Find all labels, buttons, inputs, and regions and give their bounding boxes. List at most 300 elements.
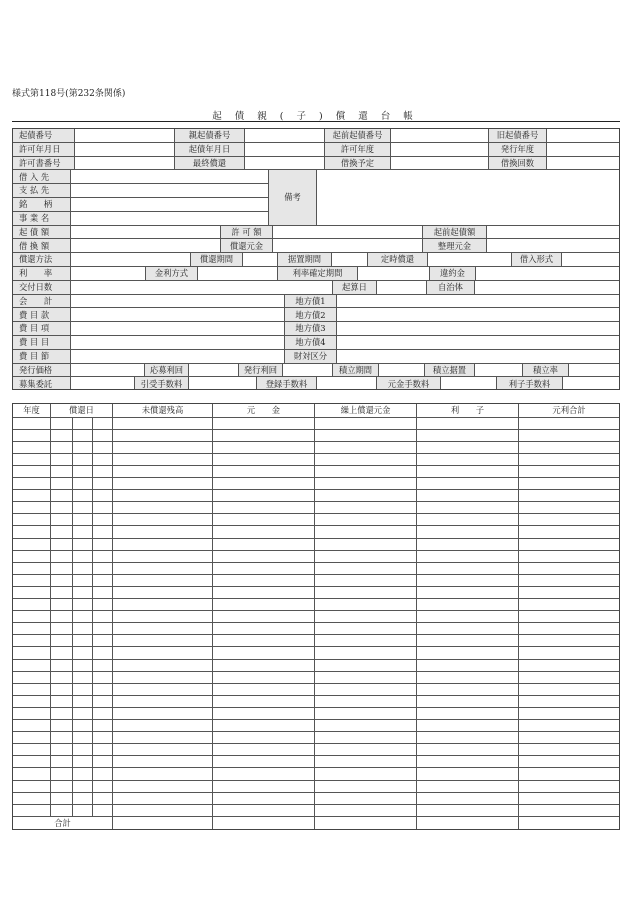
field-value[interactable]: [337, 295, 619, 309]
repayment-date-cell[interactable]: [73, 768, 93, 780]
repayment-date-cell[interactable]: [73, 635, 93, 647]
amount-cell[interactable]: [417, 672, 519, 684]
amount-cell[interactable]: [213, 502, 315, 514]
amount-cell[interactable]: [417, 756, 519, 768]
amount-cell[interactable]: [113, 466, 213, 478]
field-value[interactable]: [332, 253, 368, 267]
field-value[interactable]: [71, 336, 285, 350]
amount-cell[interactable]: [417, 611, 519, 623]
field-value[interactable]: [391, 143, 489, 157]
amount-cell[interactable]: [213, 418, 315, 430]
year-cell[interactable]: [13, 756, 51, 768]
repayment-date-cell[interactable]: [51, 490, 73, 502]
field-value[interactable]: [337, 322, 619, 336]
year-cell[interactable]: [13, 502, 51, 514]
repayment-date-cell[interactable]: [93, 526, 113, 538]
amount-cell[interactable]: [113, 563, 213, 575]
repayment-date-cell[interactable]: [93, 502, 113, 514]
repayment-date-cell[interactable]: [73, 454, 93, 466]
repayment-date-cell[interactable]: [93, 539, 113, 551]
repayment-date-cell[interactable]: [93, 672, 113, 684]
field-value[interactable]: [71, 212, 269, 226]
amount-cell[interactable]: [417, 599, 519, 611]
repayment-date-cell[interactable]: [51, 430, 73, 442]
amount-cell[interactable]: [213, 466, 315, 478]
amount-cell[interactable]: [113, 635, 213, 647]
field-value[interactable]: [547, 129, 619, 143]
field-value[interactable]: [71, 295, 285, 309]
amount-cell[interactable]: [417, 418, 519, 430]
amount-cell[interactable]: [113, 611, 213, 623]
repayment-date-cell[interactable]: [51, 575, 73, 587]
field-value[interactable]: [547, 143, 619, 157]
amount-cell[interactable]: [417, 635, 519, 647]
amount-cell[interactable]: [519, 696, 619, 708]
amount-cell[interactable]: [213, 490, 315, 502]
repayment-date-cell[interactable]: [93, 793, 113, 805]
amount-cell[interactable]: [519, 647, 619, 659]
amount-cell[interactable]: [417, 490, 519, 502]
amount-cell[interactable]: [315, 539, 417, 551]
amount-cell[interactable]: [519, 611, 619, 623]
amount-cell[interactable]: [213, 635, 315, 647]
repayment-date-cell[interactable]: [93, 805, 113, 817]
repayment-date-cell[interactable]: [51, 502, 73, 514]
field-value[interactable]: [71, 322, 285, 336]
field-value[interactable]: [391, 157, 489, 171]
field-value[interactable]: [245, 143, 325, 157]
field-value[interactable]: [245, 157, 325, 171]
field-value[interactable]: [476, 267, 619, 281]
repayment-date-cell[interactable]: [73, 539, 93, 551]
amount-cell[interactable]: [417, 708, 519, 720]
amount-cell[interactable]: [519, 672, 619, 684]
year-cell[interactable]: [13, 478, 51, 490]
repayment-date-cell[interactable]: [93, 490, 113, 502]
repayment-date-cell[interactable]: [93, 418, 113, 430]
amount-cell[interactable]: [417, 502, 519, 514]
year-cell[interactable]: [13, 418, 51, 430]
field-value[interactable]: [569, 364, 619, 378]
repayment-date-cell[interactable]: [73, 732, 93, 744]
repayment-date-cell[interactable]: [73, 611, 93, 623]
amount-cell[interactable]: [519, 768, 619, 780]
amount-cell[interactable]: [113, 672, 213, 684]
amount-cell[interactable]: [113, 781, 213, 793]
repayment-date-cell[interactable]: [93, 478, 113, 490]
repayment-date-cell[interactable]: [73, 720, 93, 732]
year-cell[interactable]: [13, 660, 51, 672]
repayment-date-cell[interactable]: [73, 660, 93, 672]
amount-cell[interactable]: [315, 418, 417, 430]
year-cell[interactable]: [13, 781, 51, 793]
amount-cell[interactable]: [315, 526, 417, 538]
amount-cell[interactable]: [519, 635, 619, 647]
repayment-date-cell[interactable]: [73, 587, 93, 599]
field-value[interactable]: [337, 308, 619, 322]
amount-cell[interactable]: [519, 575, 619, 587]
amount-cell[interactable]: [113, 539, 213, 551]
amount-cell[interactable]: [417, 563, 519, 575]
amount-cell[interactable]: [213, 744, 315, 756]
repayment-date-cell[interactable]: [51, 454, 73, 466]
amount-cell[interactable]: [213, 708, 315, 720]
field-value[interactable]: [441, 377, 497, 390]
amount-cell[interactable]: [315, 575, 417, 587]
field-value[interactable]: [379, 364, 425, 378]
repayment-date-cell[interactable]: [93, 660, 113, 672]
field-value[interactable]: [358, 267, 430, 281]
repayment-date-cell[interactable]: [73, 684, 93, 696]
field-value[interactable]: [487, 239, 619, 253]
amount-cell[interactable]: [113, 708, 213, 720]
repayment-date-cell[interactable]: [73, 514, 93, 526]
amount-cell[interactable]: [213, 684, 315, 696]
repayment-date-cell[interactable]: [73, 793, 93, 805]
repayment-date-cell[interactable]: [51, 756, 73, 768]
amount-cell[interactable]: [315, 805, 417, 817]
field-value[interactable]: [71, 267, 146, 281]
amount-cell[interactable]: [417, 805, 519, 817]
year-cell[interactable]: [13, 587, 51, 599]
year-cell[interactable]: [13, 623, 51, 635]
field-value[interactable]: [243, 253, 278, 267]
year-cell[interactable]: [13, 442, 51, 454]
amount-cell[interactable]: [519, 720, 619, 732]
amount-cell[interactable]: [315, 635, 417, 647]
repayment-date-cell[interactable]: [51, 514, 73, 526]
amount-cell[interactable]: [519, 623, 619, 635]
year-cell[interactable]: [13, 744, 51, 756]
amount-cell[interactable]: [315, 781, 417, 793]
amount-cell[interactable]: [113, 526, 213, 538]
year-cell[interactable]: [13, 526, 51, 538]
field-value[interactable]: [317, 377, 377, 390]
repayment-date-cell[interactable]: [51, 672, 73, 684]
amount-cell[interactable]: [113, 793, 213, 805]
field-value[interactable]: [71, 308, 285, 322]
repayment-date-cell[interactable]: [93, 744, 113, 756]
repayment-date-cell[interactable]: [73, 430, 93, 442]
amount-cell[interactable]: [315, 672, 417, 684]
amount-cell[interactable]: [113, 478, 213, 490]
year-cell[interactable]: [13, 647, 51, 659]
repayment-date-cell[interactable]: [73, 466, 93, 478]
amount-cell[interactable]: [213, 623, 315, 635]
repayment-date-cell[interactable]: [73, 551, 93, 563]
amount-cell[interactable]: [315, 720, 417, 732]
amount-cell[interactable]: [417, 478, 519, 490]
amount-cell[interactable]: [113, 732, 213, 744]
repayment-date-cell[interactable]: [93, 430, 113, 442]
amount-cell[interactable]: [417, 732, 519, 744]
field-value[interactable]: [71, 184, 269, 198]
amount-cell[interactable]: [213, 526, 315, 538]
field-value[interactable]: [487, 226, 619, 240]
amount-cell[interactable]: [417, 647, 519, 659]
repayment-date-cell[interactable]: [51, 526, 73, 538]
repayment-date-cell[interactable]: [73, 478, 93, 490]
repayment-date-cell[interactable]: [51, 781, 73, 793]
amount-cell[interactable]: [213, 696, 315, 708]
amount-cell[interactable]: [213, 768, 315, 780]
amount-cell[interactable]: [417, 660, 519, 672]
amount-cell[interactable]: [519, 732, 619, 744]
amount-cell[interactable]: [519, 587, 619, 599]
amount-cell[interactable]: [213, 454, 315, 466]
field-value[interactable]: [428, 253, 512, 267]
year-cell[interactable]: [13, 466, 51, 478]
amount-cell[interactable]: [417, 587, 519, 599]
repayment-date-cell[interactable]: [73, 623, 93, 635]
repayment-date-cell[interactable]: [51, 708, 73, 720]
year-cell[interactable]: [13, 635, 51, 647]
amount-cell[interactable]: [113, 587, 213, 599]
amount-cell[interactable]: [315, 563, 417, 575]
repayment-date-cell[interactable]: [51, 551, 73, 563]
amount-cell[interactable]: [113, 599, 213, 611]
amount-cell[interactable]: [113, 454, 213, 466]
total-amount-cell[interactable]: [315, 817, 417, 829]
amount-cell[interactable]: [315, 587, 417, 599]
repayment-date-cell[interactable]: [93, 756, 113, 768]
amount-cell[interactable]: [519, 660, 619, 672]
amount-cell[interactable]: [417, 539, 519, 551]
amount-cell[interactable]: [113, 490, 213, 502]
amount-cell[interactable]: [417, 575, 519, 587]
repayment-date-cell[interactable]: [73, 672, 93, 684]
field-value[interactable]: [71, 198, 269, 212]
amount-cell[interactable]: [417, 684, 519, 696]
total-amount-cell[interactable]: [213, 817, 315, 829]
field-value[interactable]: [337, 350, 619, 364]
repayment-date-cell[interactable]: [93, 551, 113, 563]
amount-cell[interactable]: [213, 599, 315, 611]
amount-cell[interactable]: [315, 647, 417, 659]
amount-cell[interactable]: [213, 732, 315, 744]
amount-cell[interactable]: [213, 720, 315, 732]
amount-cell[interactable]: [417, 526, 519, 538]
amount-cell[interactable]: [213, 793, 315, 805]
year-cell[interactable]: [13, 708, 51, 720]
repayment-date-cell[interactable]: [93, 781, 113, 793]
amount-cell[interactable]: [315, 756, 417, 768]
amount-cell[interactable]: [315, 478, 417, 490]
repayment-date-cell[interactable]: [73, 599, 93, 611]
repayment-date-cell[interactable]: [51, 793, 73, 805]
amount-cell[interactable]: [213, 672, 315, 684]
amount-cell[interactable]: [417, 793, 519, 805]
amount-cell[interactable]: [213, 587, 315, 599]
repayment-date-cell[interactable]: [73, 563, 93, 575]
amount-cell[interactable]: [519, 756, 619, 768]
amount-cell[interactable]: [315, 502, 417, 514]
amount-cell[interactable]: [315, 430, 417, 442]
repayment-date-cell[interactable]: [93, 732, 113, 744]
amount-cell[interactable]: [519, 430, 619, 442]
amount-cell[interactable]: [315, 660, 417, 672]
field-value[interactable]: [71, 350, 285, 364]
amount-cell[interactable]: [213, 478, 315, 490]
amount-cell[interactable]: [519, 599, 619, 611]
amount-cell[interactable]: [519, 708, 619, 720]
amount-cell[interactable]: [519, 478, 619, 490]
amount-cell[interactable]: [417, 744, 519, 756]
repayment-date-cell[interactable]: [51, 635, 73, 647]
repayment-date-cell[interactable]: [73, 744, 93, 756]
amount-cell[interactable]: [519, 418, 619, 430]
amount-cell[interactable]: [519, 744, 619, 756]
repayment-date-cell[interactable]: [73, 575, 93, 587]
field-value[interactable]: [71, 226, 221, 240]
year-cell[interactable]: [13, 805, 51, 817]
amount-cell[interactable]: [315, 599, 417, 611]
field-value[interactable]: [75, 143, 175, 157]
field-value[interactable]: [273, 226, 423, 240]
field-value[interactable]: [189, 364, 239, 378]
amount-cell[interactable]: [519, 502, 619, 514]
field-value[interactable]: [198, 267, 278, 281]
repayment-date-cell[interactable]: [73, 805, 93, 817]
year-cell[interactable]: [13, 575, 51, 587]
amount-cell[interactable]: [417, 720, 519, 732]
field-value[interactable]: [337, 336, 619, 350]
amount-cell[interactable]: [113, 684, 213, 696]
repayment-date-cell[interactable]: [51, 732, 73, 744]
repayment-date-cell[interactable]: [93, 454, 113, 466]
repayment-date-cell[interactable]: [93, 575, 113, 587]
year-cell[interactable]: [13, 551, 51, 563]
field-value[interactable]: [283, 364, 333, 378]
year-cell[interactable]: [13, 793, 51, 805]
amount-cell[interactable]: [213, 442, 315, 454]
amount-cell[interactable]: [519, 526, 619, 538]
amount-cell[interactable]: [417, 623, 519, 635]
amount-cell[interactable]: [315, 793, 417, 805]
amount-cell[interactable]: [417, 430, 519, 442]
repayment-date-cell[interactable]: [93, 684, 113, 696]
amount-cell[interactable]: [315, 623, 417, 635]
amount-cell[interactable]: [315, 466, 417, 478]
field-value[interactable]: [189, 377, 257, 390]
repayment-date-cell[interactable]: [51, 418, 73, 430]
repayment-date-cell[interactable]: [51, 611, 73, 623]
amount-cell[interactable]: [113, 720, 213, 732]
repayment-date-cell[interactable]: [93, 768, 113, 780]
amount-cell[interactable]: [315, 696, 417, 708]
repayment-date-cell[interactable]: [73, 490, 93, 502]
repayment-date-cell[interactable]: [73, 696, 93, 708]
repayment-date-cell[interactable]: [73, 418, 93, 430]
year-cell[interactable]: [13, 672, 51, 684]
amount-cell[interactable]: [315, 514, 417, 526]
field-value[interactable]: [562, 253, 619, 267]
amount-cell[interactable]: [519, 454, 619, 466]
year-cell[interactable]: [13, 514, 51, 526]
repayment-date-cell[interactable]: [51, 660, 73, 672]
repayment-date-cell[interactable]: [73, 781, 93, 793]
amount-cell[interactable]: [315, 684, 417, 696]
field-value[interactable]: [71, 253, 191, 267]
amount-cell[interactable]: [315, 732, 417, 744]
field-value[interactable]: [273, 239, 423, 253]
amount-cell[interactable]: [519, 466, 619, 478]
field-value[interactable]: [71, 239, 221, 253]
amount-cell[interactable]: [113, 768, 213, 780]
amount-cell[interactable]: [113, 551, 213, 563]
field-value[interactable]: [71, 364, 145, 378]
amount-cell[interactable]: [113, 696, 213, 708]
repayment-date-cell[interactable]: [51, 696, 73, 708]
amount-cell[interactable]: [213, 575, 315, 587]
amount-cell[interactable]: [213, 539, 315, 551]
year-cell[interactable]: [13, 684, 51, 696]
amount-cell[interactable]: [213, 660, 315, 672]
year-cell[interactable]: [13, 563, 51, 575]
amount-cell[interactable]: [519, 490, 619, 502]
amount-cell[interactable]: [113, 442, 213, 454]
amount-cell[interactable]: [213, 611, 315, 623]
repayment-date-cell[interactable]: [93, 647, 113, 659]
field-value[interactable]: [75, 157, 175, 171]
repayment-date-cell[interactable]: [93, 708, 113, 720]
field-value[interactable]: [71, 377, 135, 390]
field-value[interactable]: [547, 157, 619, 171]
amount-cell[interactable]: [213, 551, 315, 563]
amount-cell[interactable]: [315, 768, 417, 780]
repayment-date-cell[interactable]: [93, 599, 113, 611]
field-value[interactable]: [71, 281, 333, 295]
field-value[interactable]: [377, 281, 427, 295]
field-value[interactable]: [563, 377, 619, 390]
repayment-date-cell[interactable]: [51, 720, 73, 732]
amount-cell[interactable]: [519, 781, 619, 793]
repayment-date-cell[interactable]: [73, 442, 93, 454]
repayment-date-cell[interactable]: [93, 466, 113, 478]
amount-cell[interactable]: [113, 805, 213, 817]
amount-cell[interactable]: [213, 430, 315, 442]
year-cell[interactable]: [13, 430, 51, 442]
amount-cell[interactable]: [315, 744, 417, 756]
amount-cell[interactable]: [315, 454, 417, 466]
year-cell[interactable]: [13, 539, 51, 551]
amount-cell[interactable]: [519, 539, 619, 551]
remarks-field[interactable]: [317, 170, 619, 225]
repayment-date-cell[interactable]: [51, 539, 73, 551]
amount-cell[interactable]: [113, 430, 213, 442]
repayment-date-cell[interactable]: [93, 563, 113, 575]
repayment-date-cell[interactable]: [93, 635, 113, 647]
amount-cell[interactable]: [213, 781, 315, 793]
repayment-date-cell[interactable]: [93, 442, 113, 454]
repayment-date-cell[interactable]: [51, 684, 73, 696]
repayment-date-cell[interactable]: [51, 647, 73, 659]
amount-cell[interactable]: [417, 514, 519, 526]
amount-cell[interactable]: [315, 442, 417, 454]
field-value[interactable]: [75, 129, 175, 143]
amount-cell[interactable]: [519, 793, 619, 805]
year-cell[interactable]: [13, 454, 51, 466]
amount-cell[interactable]: [315, 611, 417, 623]
amount-cell[interactable]: [213, 756, 315, 768]
repayment-date-cell[interactable]: [93, 514, 113, 526]
year-cell[interactable]: [13, 611, 51, 623]
amount-cell[interactable]: [417, 551, 519, 563]
amount-cell[interactable]: [213, 647, 315, 659]
repayment-date-cell[interactable]: [73, 708, 93, 720]
repayment-date-cell[interactable]: [93, 720, 113, 732]
total-amount-cell[interactable]: [417, 817, 519, 829]
